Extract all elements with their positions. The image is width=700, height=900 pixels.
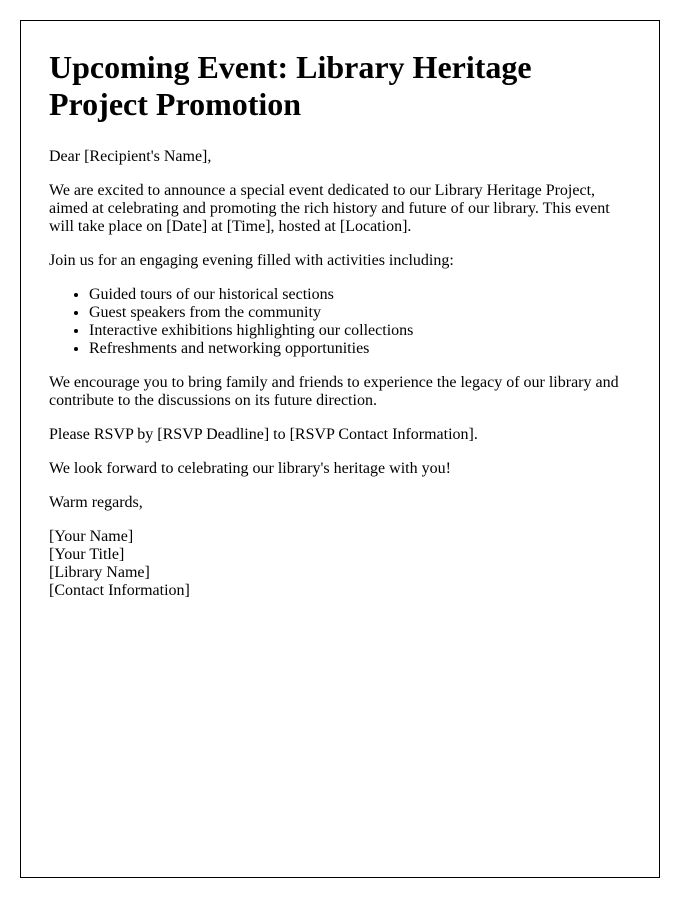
activities-intro: Join us for an engaging evening filled with activities including: — [49, 252, 454, 269]
signature-name: [Your Name] — [49, 528, 134, 545]
intro-paragraph: We are excited to announce a special event dedicated to our Library Heritage Project, aimed at celebrating and promoting the rich history and future of our library. This event will take place on [Date] at [Time], hosted at [Location]. — [49, 182, 610, 235]
sign-off: Warm regards, — [49, 494, 143, 511]
signature-library: [Library Name] — [49, 564, 150, 581]
signature-title: [Your Title] — [49, 546, 125, 563]
rsvp-paragraph: Please RSVP by [RSVP Deadline] to [RSVP Contact Information]. — [49, 426, 478, 443]
closing-line: We look forward to celebrating our library's heritage with you! — [49, 460, 451, 477]
signature-block — [49, 528, 631, 600]
letter-title: Upcoming Event: Library Heritage Project Promotion — [49, 49, 532, 122]
list-item: • Interactive exhibitions highlighting our collections — [89, 322, 631, 340]
encouragement-paragraph: We encourage you to bring family and friends to experience the legacy of our library and contribute to the discussions on its future direction. — [49, 374, 619, 409]
list-item: • Guest speakers from the community — [89, 304, 631, 322]
letter-page — [20, 20, 660, 878]
activities-list — [49, 286, 631, 358]
signature-contact: [Contact Information] — [49, 582, 190, 599]
list-item: • Refreshments and networking opportunities — [89, 340, 631, 358]
salutation: Dear [Recipient's Name], — [49, 148, 212, 165]
list-item: • Guided tours of our historical sections — [89, 286, 631, 304]
